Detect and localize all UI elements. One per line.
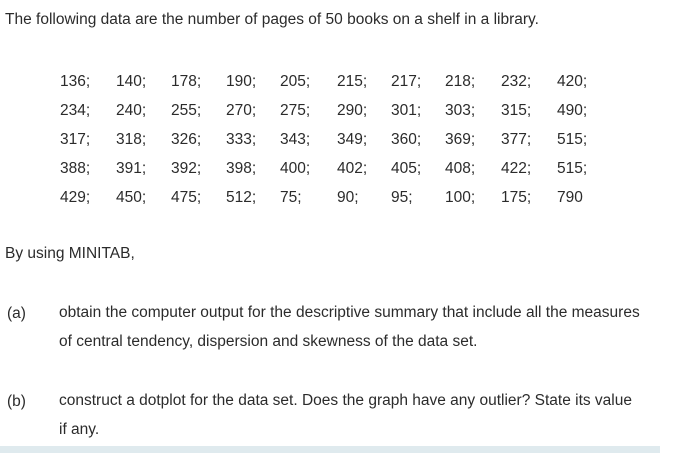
data-value: 515;: [557, 131, 588, 148]
data-value: 326;: [171, 131, 202, 148]
data-value: 136;: [60, 73, 91, 90]
data-value: 420;: [557, 73, 588, 90]
data-value: 215;: [337, 73, 368, 90]
data-value: 398;: [226, 160, 257, 177]
data-value: 190;: [226, 73, 257, 90]
data-value: 450;: [116, 189, 147, 206]
data-value: 392;: [171, 160, 202, 177]
data-value: 408;: [445, 160, 476, 177]
data-value: 391;: [116, 160, 147, 177]
data-value: 205;: [280, 73, 311, 90]
data-value: 349;: [337, 131, 368, 148]
data-value: 429;: [60, 189, 91, 206]
data-value: 475;: [171, 189, 202, 206]
data-value: 515;: [557, 160, 588, 177]
data-value: 377;: [501, 131, 532, 148]
data-value: 175;: [501, 189, 532, 206]
data-value: 234;: [60, 102, 91, 119]
data-value: 343;: [280, 131, 311, 148]
data-value: 315;: [501, 102, 532, 119]
question-b-text: [59, 386, 689, 444]
data-value: 275;: [280, 102, 311, 119]
question-b-line1: construct a dotplot for the data set. Does the graph have any outlier? State its value: [59, 392, 632, 409]
data-value: 512;: [226, 189, 257, 206]
data-value: 301;: [391, 102, 422, 119]
data-value: 270;: [226, 102, 257, 119]
data-value: 140;: [116, 73, 147, 90]
data-value: 422;: [501, 160, 532, 177]
data-value: 402;: [337, 160, 368, 177]
data-value: 790: [557, 189, 583, 206]
bottom-divider: [0, 446, 660, 453]
question-a-text: [59, 298, 689, 356]
question-a-line2: of central tendency, dispersion and skewness of the data set.: [59, 333, 478, 350]
data-value: 360;: [391, 131, 422, 148]
data-value: 290;: [337, 102, 368, 119]
data-value: 369;: [445, 131, 476, 148]
intro-text: The following data are the number of pages of 50 books on a shelf in a library.: [5, 11, 539, 28]
data-table: [0, 0, 689, 220]
instruction-lead: By using MINITAB,: [5, 245, 135, 262]
data-value: 218;: [445, 73, 476, 90]
data-value: 95;: [391, 189, 413, 206]
data-value: 405;: [391, 160, 422, 177]
question-a-label: (a): [7, 305, 26, 322]
data-value: 75;: [280, 189, 302, 206]
data-value: 100;: [445, 189, 476, 206]
data-value: 318;: [116, 131, 147, 148]
data-value: 317;: [60, 131, 91, 148]
data-value: 217;: [391, 73, 422, 90]
data-value: 240;: [116, 102, 147, 119]
data-value: 388;: [60, 160, 91, 177]
data-value: 232;: [501, 73, 532, 90]
data-value: 178;: [171, 73, 202, 90]
question-a-line1: obtain the computer output for the descriptive summary that include all the measures: [59, 304, 640, 321]
question-b-line2: if any.: [59, 421, 100, 438]
data-value: 303;: [445, 102, 476, 119]
question-b-label: (b): [7, 393, 26, 410]
data-value: 255;: [171, 102, 202, 119]
data-value: 333;: [226, 131, 257, 148]
data-value: 400;: [280, 160, 311, 177]
data-value: 490;: [557, 102, 588, 119]
data-value: 90;: [337, 189, 359, 206]
